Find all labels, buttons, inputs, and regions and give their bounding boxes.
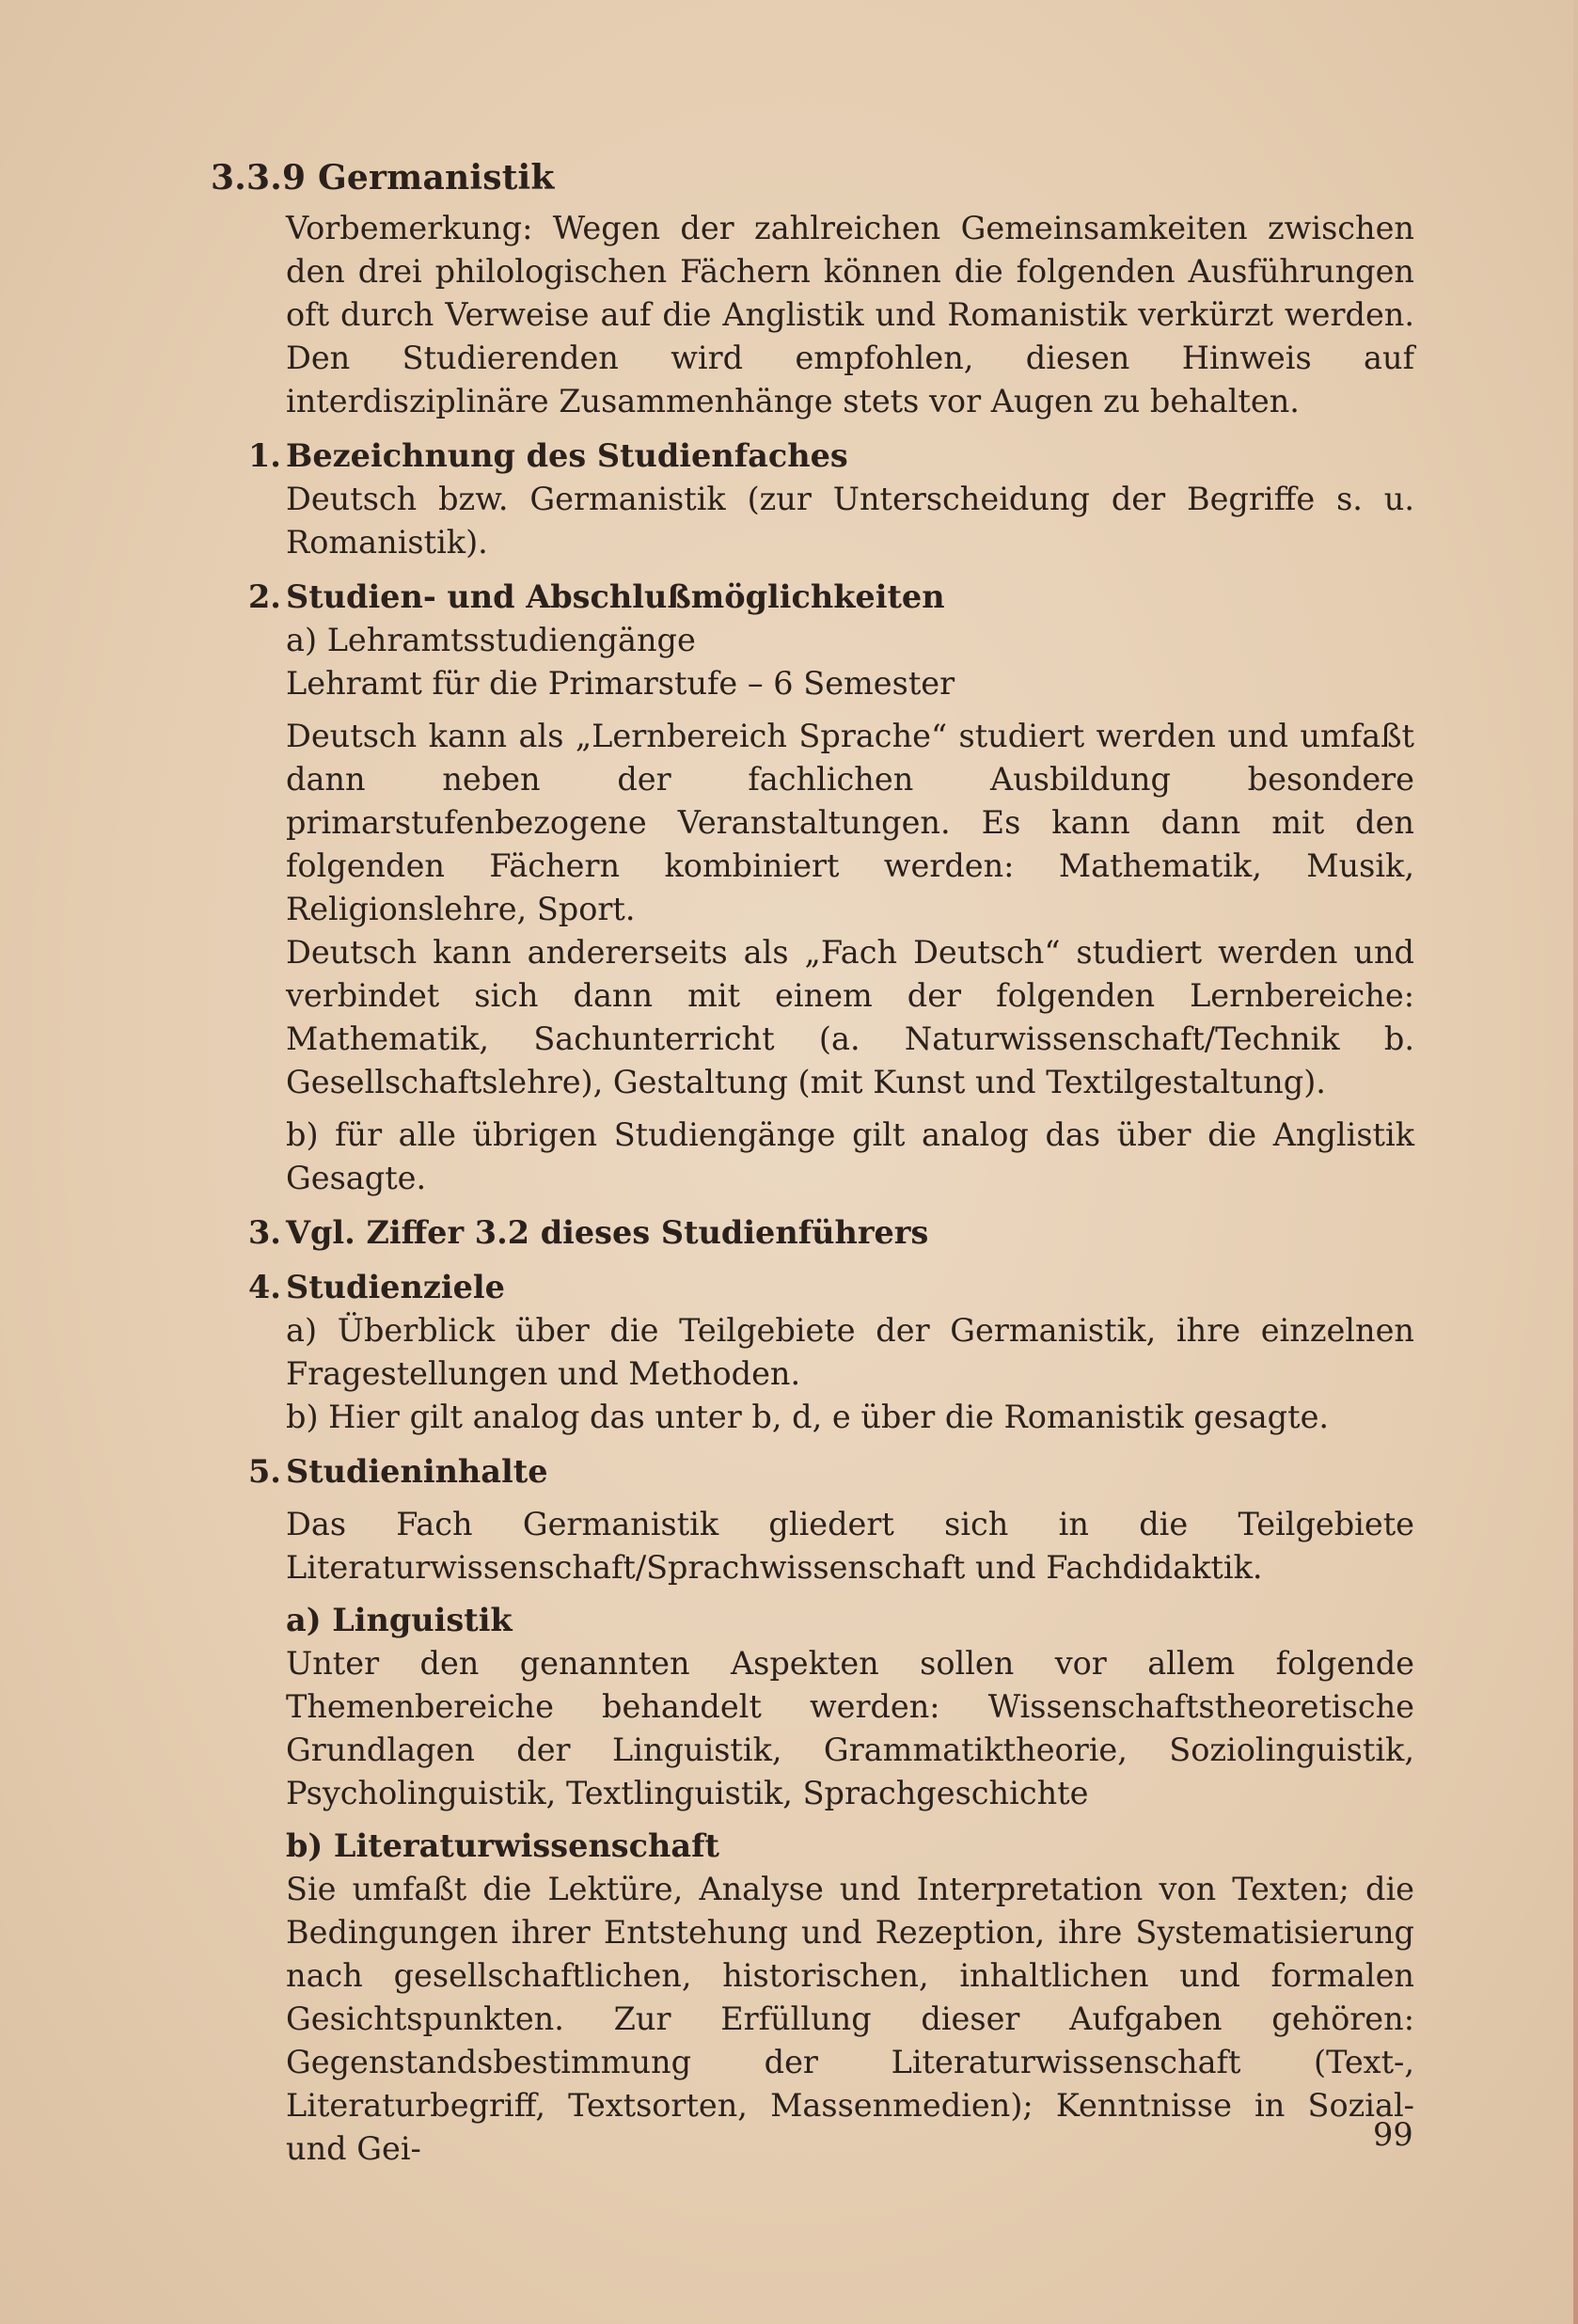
item-2-line-primar: Lehramt für die Primarstufe – 6 Semester (286, 665, 955, 702)
item-1-number: 1. (248, 437, 281, 474)
item-5-sub-b-text: Sie umfaßt die Lektüre, Analyse und Interpretation von Texten; die Bedingungen ihrer Entstehung und Rezeption, ihre Systematisierung nach gesellschaftlichen, historischen, inhaltlichen und formalen Gesichtspunkten. Zur Erfüllung dieser Aufgaben gehören: Gegenstandsbestimmung der Literaturwissenschaft (Text-, Literaturbegriff, Textsorten, Massenmedien); Kenntnisse in Sozial- und Gei- (286, 1871, 1414, 2167)
item-5-number: 5. (248, 1453, 281, 1490)
item-2-number: 2. (248, 578, 281, 615)
item-2-title: Studien- und Abschlußmöglichkeiten (286, 578, 945, 615)
item-4-heading (248, 1266, 1414, 1309)
item-2-para-b: b) für alle übrigen Studiengänge gilt analog das über die Anglistik Gesagte. (286, 1116, 1414, 1196)
section-number: 3.3.9 (211, 158, 307, 198)
item-1-text: Deutsch bzw. Germanistik (zur Unterscheidung der Begriffe s. u. Romanistik). (286, 481, 1414, 561)
section-heading (211, 158, 555, 198)
item-5-heading (248, 1450, 1414, 1494)
page-number: 99 (1373, 2116, 1413, 2153)
item-2-heading (248, 576, 1414, 619)
item-3-title: Vgl. Ziffer 3.2 dieses Studienführers (286, 1214, 929, 1251)
item-3-number: 3. (248, 1214, 281, 1251)
item-2-line-a: a) Lehramtsstudiengänge (286, 622, 696, 658)
item-4-title: Studienziele (286, 1269, 505, 1305)
item-5-sub-a-title: a) Linguistik (286, 1602, 513, 1638)
item-4-number: 4. (248, 1269, 281, 1305)
item-4-para-b: b) Hier gilt analog das unter b, d, e über die Romanistik gesagte. (286, 1399, 1330, 1435)
section-title: Germanistik (317, 158, 555, 198)
intro-paragraph: Vorbemerkung: Wegen der zahlreichen Gemeinsamkeiten zwischen den drei philologischen Fächern können die folgenden Ausführungen oft durch Verweise auf die Anglistik und Romanistik verkürzt werden. Den Studierenden wird empfohlen, diesen Hinweis auf interdisziplinäre Zusammenhänge stets vor Augen zu behalten. (286, 210, 1414, 419)
item-1-heading (248, 435, 1414, 478)
item-3-heading (248, 1211, 1414, 1255)
item-5-title: Studieninhalte (286, 1453, 548, 1490)
item-4-para-a: a) Überblick über die Teilgebiete der Germanistik, ihre einzelnen Fragestellungen und Methoden. (286, 1312, 1414, 1392)
item-5-intro: Das Fach Germanistik gliedert sich in die Teilgebiete Literaturwissenschaft/Sprachwissenschaft und Fachdidaktik. (286, 1506, 1414, 1586)
item-2-para-1: Deutsch kann als „Lernbereich Sprache“ studiert werden und umfaßt dann neben der fachlichen Ausbildung besondere primarstufenbezogene Veranstaltungen. Es kann dann mit den folgenden Fächern kombiniert werden: Mathematik, Musik, Religionslehre, Sport. (286, 718, 1414, 927)
item-5-sub-b-title: b) Literaturwissenschaft (286, 1827, 720, 1864)
page-edge (1573, 0, 1578, 2324)
item-1-title: Bezeichnung des Studienfaches (286, 437, 848, 474)
item-5-sub-a-text: Unter den genannten Aspekten sollen vor allem folgende Themenbereiche behandelt werden: Wissenschaftstheoretische Grundlagen der Linguistik, Grammatiktheorie, Soziolinguistik, Psycholinguistik, Textlinguistik, Sprachgeschichte (286, 1645, 1414, 1811)
item-2-para-2: Deutsch kann andererseits als „Fach Deutsch“ studiert werden und verbindet sich dann mit einem der folgenden Lernbereiche: Mathematik, Sachunterricht (a. Naturwissenschaft/Technik b. Gesellschaftslehre), Gestaltung (mit Kunst und Textilgestaltung). (286, 934, 1414, 1100)
document-body (248, 207, 1414, 2171)
